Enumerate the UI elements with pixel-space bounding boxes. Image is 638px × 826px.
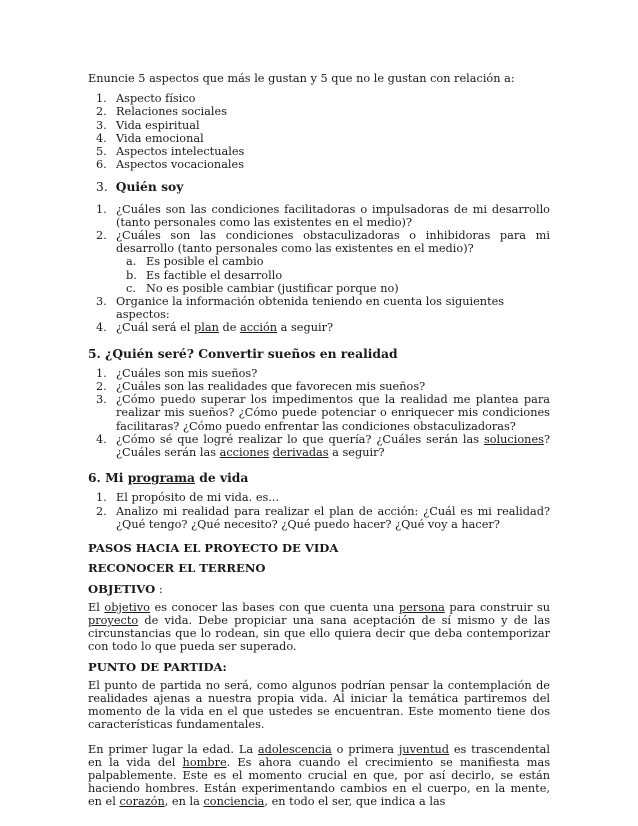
section-5-heading: 5. ¿Quién seré? Convertir sueños en realidad — [88, 345, 398, 361]
para-text: o primera — [331, 742, 399, 756]
item-number: 4. — [96, 131, 107, 145]
persona-link[interactable]: persona — [398, 600, 445, 614]
intro-text: Enuncie 5 aspectos que más le gustan y 5 que no le gustan con relación a: — [88, 72, 515, 85]
para-text: En primer lugar la edad. La — [88, 742, 258, 756]
item-number: 2. — [96, 380, 107, 394]
item-text: ¿Cuáles son las condiciones obstaculizadoras o inhibidoras para mi desarrollo (tanto personales como las existentes en el medio)? — [116, 229, 550, 256]
item-text: Relaciones sociales — [116, 105, 227, 119]
item-text: ¿Cuáles son las realidades que favorecen mis sueños? — [116, 380, 426, 394]
item-text: El propósito de mi vida. es... — [116, 491, 280, 505]
item-text: ¿Cuáles son las condiciones facilitadoras o impulsadoras de mi desarrollo (tanto personales como las existentes en el medio)? — [116, 202, 550, 229]
acciones-link[interactable]: acciones — [219, 446, 270, 460]
item-text: ¿Cómo sé que logré realizar lo que quería? ¿Cuáles serán las — [116, 432, 484, 446]
document-page — [88, 72, 550, 809]
list-item — [88, 367, 550, 380]
accion-link[interactable]: acción — [239, 321, 278, 335]
list-item — [88, 203, 550, 229]
item-text: a seguir? — [328, 446, 385, 460]
hombre-link[interactable]: hombre — [182, 755, 227, 769]
item-number: 3. — [96, 118, 107, 132]
item-number: 1. — [96, 366, 107, 380]
conciencia-link[interactable]: conciencia — [203, 795, 265, 809]
item-letter: b. — [126, 268, 137, 282]
item-text: de — [218, 321, 240, 335]
item-text: Organice la información obtenida teniendo en cuenta los siguientes aspectos: — [116, 295, 505, 322]
heading-text: 6. Mi — [88, 470, 128, 486]
list-item — [88, 145, 550, 158]
sub-list-item — [88, 282, 550, 295]
heading-colon: : — [155, 581, 163, 596]
item-text: ¿Cómo puedo superar los impedimentos que la realidad me plantea para realizar mis sueños? ¿Cómo puede potenciar o enriquecer mis condiciones facilitaras? ¿Cómo puedo enfrentar las condiciones obstaculizadoras? — [116, 393, 550, 433]
list-item — [88, 295, 550, 321]
item-text: Aspectos intelectuales — [116, 145, 245, 159]
para-text: de vida. Debe propiciar una sana aceptación de sí mismo y de las circunstancias que lo rodean, sin que ello quiera decir que deba contemporizar con todo lo que pueda ser superado. — [88, 613, 550, 654]
item-text: ¿Cuál será el — [116, 321, 195, 335]
aspects-list — [88, 92, 550, 171]
list-item — [88, 380, 550, 393]
section-3-list — [88, 203, 550, 335]
heading-text: OBJETIVO — [88, 581, 156, 596]
list-item — [88, 321, 550, 334]
item-text: No es posible cambiar (justificar porque no) — [146, 281, 399, 295]
corazon-link[interactable]: corazón — [119, 795, 165, 809]
adolescencia-link[interactable]: adolescencia — [257, 742, 332, 756]
item-number: 2. — [96, 229, 107, 243]
pasos-heading: PASOS HACIA EL PROYECTO DE VIDA — [88, 541, 339, 556]
heading-text: de vida — [195, 470, 249, 486]
juventud-link[interactable]: juventud — [398, 742, 449, 756]
item-text: a seguir? — [277, 321, 334, 335]
item-number: 2. — [96, 105, 107, 119]
list-item — [88, 505, 550, 531]
section-3-heading — [88, 180, 550, 194]
item-letter: c. — [126, 281, 136, 295]
para-text: El — [88, 600, 105, 614]
item-number: 4. — [96, 432, 107, 446]
programa-link[interactable]: programa — [127, 470, 195, 486]
proyecto-link[interactable]: proyecto — [88, 613, 139, 627]
item-number: 3. — [96, 295, 107, 309]
sub-list-item — [88, 269, 550, 282]
para-text: . Es ahora cuando el crecimiento se manifiesta mas palpablemente. Este es el momento crucial en que, por así decirlo, se están haciendo hombres. Están experimentando cambios en el cuerpo, en la mente, en el — [88, 755, 550, 809]
objetivo-heading — [88, 583, 550, 596]
section-6-heading — [88, 471, 550, 484]
list-item — [88, 393, 550, 433]
item-number: 1. — [96, 491, 107, 505]
terreno-heading: RECONOCER EL TERRENO — [88, 561, 266, 576]
item-text: Vida emocional — [116, 131, 204, 145]
item-number: 4. — [96, 321, 107, 335]
objetivo-paragraph — [88, 601, 550, 654]
section-6-list — [88, 491, 550, 531]
list-item — [88, 433, 550, 459]
section-number: 3. — [96, 180, 108, 195]
item-number: 3. — [96, 393, 107, 407]
objetivo-link[interactable]: objetivo — [104, 600, 150, 614]
item-text: ¿Cuáles son mis sueños? — [116, 366, 258, 380]
section-5-list — [88, 367, 550, 459]
item-text: ? ¿Cuáles serán las — [116, 432, 550, 460]
edad-paragraph — [88, 743, 550, 809]
para-text: , en todo el ser, que indica a las — [264, 795, 446, 809]
para-text: para construir su — [444, 600, 550, 614]
item-number: 1. — [96, 202, 107, 216]
para-text: , en la — [164, 795, 204, 809]
list-item — [88, 105, 550, 118]
list-item — [88, 132, 550, 145]
item-text: Aspecto físico — [116, 92, 196, 106]
list-item — [88, 158, 550, 171]
item-letter: a. — [126, 255, 137, 269]
sub-list-item — [88, 255, 550, 268]
partida-paragraph: El punto de partida no será, como algunos podrían pensar la contemplación de realidades ajenas a nuestra propia vida. Al iniciar la temática partiremos del momento de la vida en el que ustedes se encuentran. Este momento tiene dos características fundamentales. — [88, 678, 550, 732]
item-text: Es posible el cambio — [146, 255, 264, 269]
list-item — [88, 92, 550, 105]
item-text: Analizo mi realidad para realizar el plan de acción: ¿Cuál es mi realidad? ¿Qué tengo? ¿Qué necesito? ¿Qué puedo hacer? ¿Qué voy a hacer? — [116, 504, 550, 531]
para-text: es conocer las bases con que cuenta una — [149, 600, 399, 614]
list-item — [88, 119, 550, 132]
section-title: Quién soy — [115, 179, 184, 195]
item-text: Es factible el desarrollo — [146, 268, 283, 282]
derivadas-link[interactable]: derivadas — [272, 446, 329, 460]
item-number: 1. — [96, 92, 107, 106]
item-number: 2. — [96, 504, 107, 518]
item-text: Vida espiritual — [116, 118, 200, 132]
item-text: Aspectos vocacionales — [116, 158, 245, 172]
item-number: 6. — [96, 158, 107, 172]
list-item — [88, 491, 550, 504]
item-number: 5. — [96, 145, 107, 159]
list-item — [88, 229, 550, 255]
partida-heading: PUNTO DE PARTIDA: — [88, 659, 227, 674]
soluciones-link[interactable]: soluciones — [483, 432, 544, 446]
para-text: es trascendental en la vida del — [88, 742, 550, 769]
plan-link[interactable]: plan — [194, 321, 219, 335]
